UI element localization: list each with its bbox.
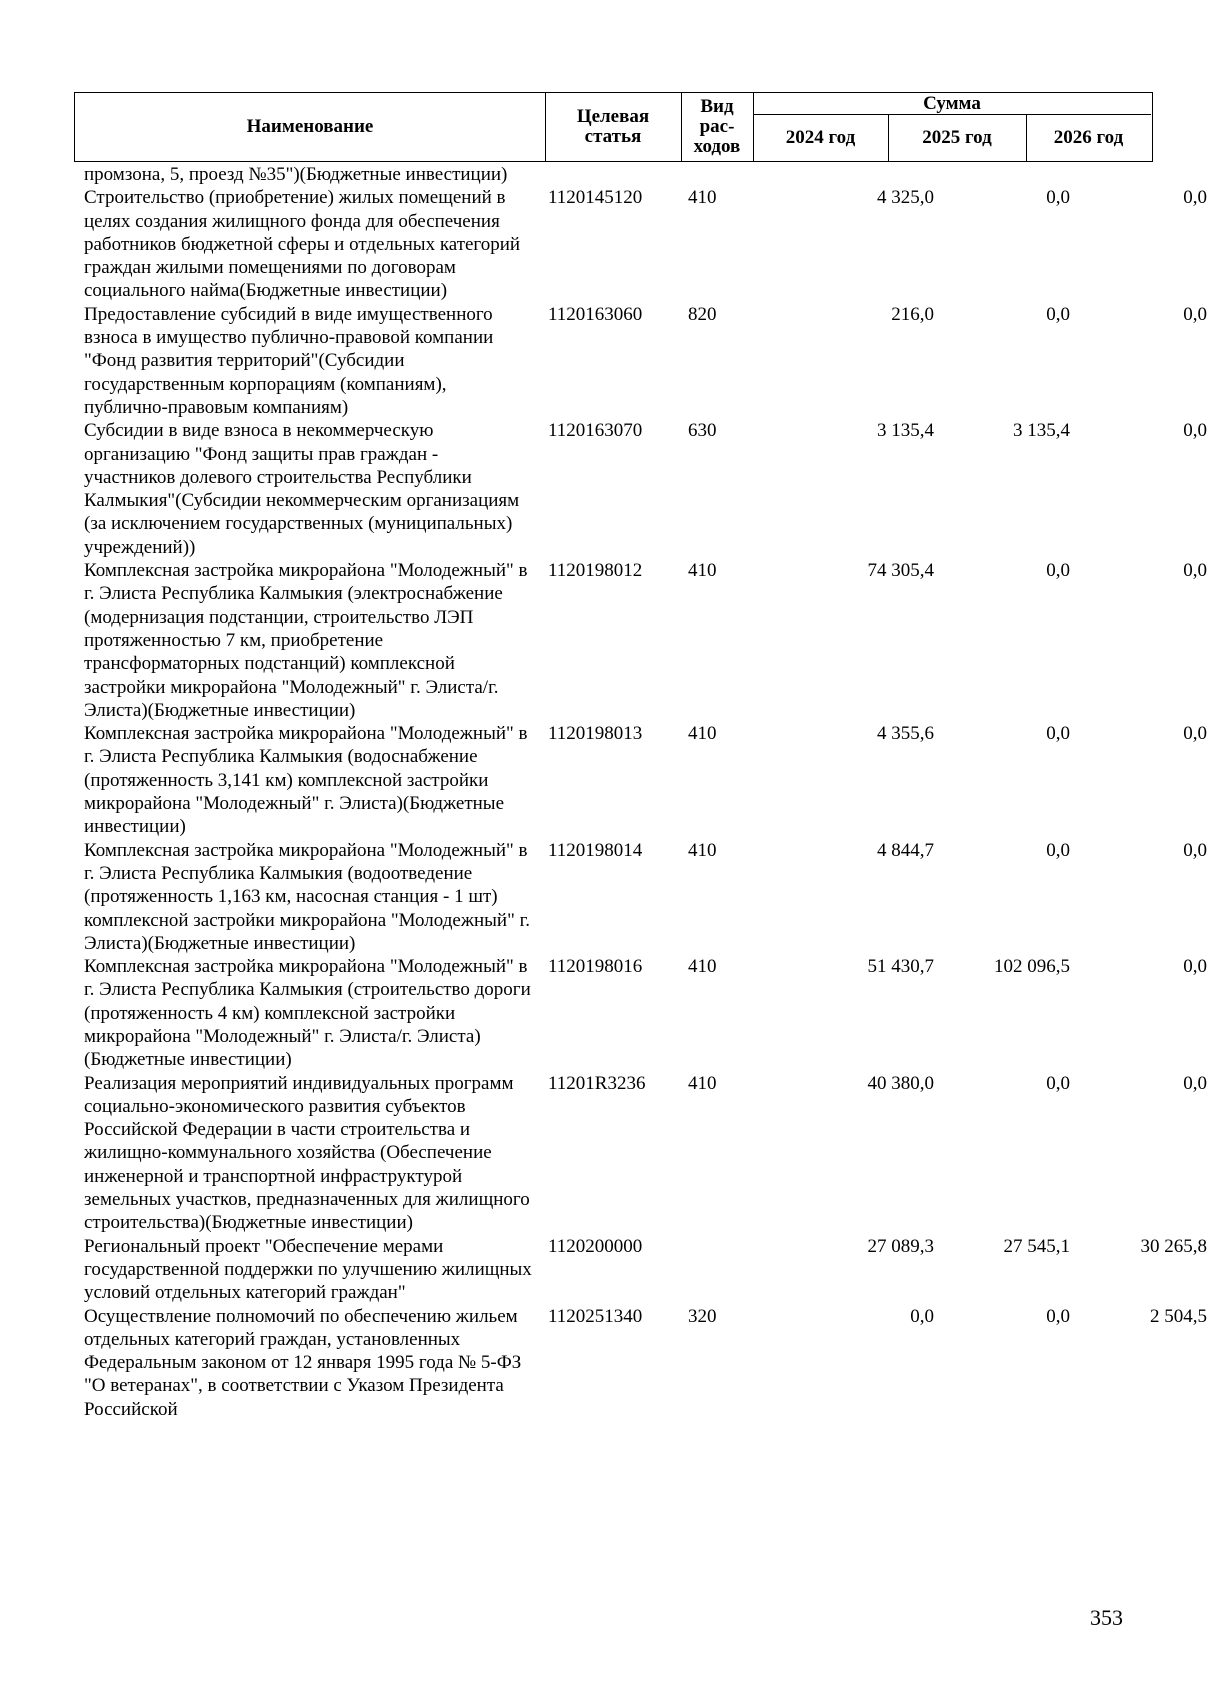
page-number: 353: [1090, 1605, 1123, 1630]
row-2024: 0,0: [910, 1305, 934, 1327]
row-code: 1120145120: [548, 187, 643, 209]
header-type: Вид рас- ходов: [693, 95, 741, 157]
row-type: 320: [688, 1305, 717, 1327]
table-header: [74, 92, 1153, 162]
table-row: [74, 955, 1207, 1071]
row-type: 410: [688, 560, 717, 582]
row-code: 1120251340: [548, 1305, 643, 1327]
row-2024: 27 089,3: [867, 1235, 934, 1257]
row-type: 630: [688, 420, 717, 442]
row-code: 1120198014: [548, 839, 643, 861]
row-code: 1120198013: [548, 723, 643, 745]
row-2025: 0,0: [1046, 560, 1070, 582]
row-type: 410: [688, 723, 717, 745]
row-2026: 0,0: [1183, 839, 1207, 861]
row-2025: 0,0: [1046, 723, 1070, 745]
table-row: [74, 1305, 1207, 1421]
row-2026: 0,0: [1183, 1072, 1207, 1094]
row-type: 410: [688, 187, 717, 209]
header-code: Целевая статья: [576, 105, 650, 147]
row-2026: 2 504,5: [1150, 1305, 1207, 1327]
row-2025: 0,0: [1046, 187, 1070, 209]
row-type: 410: [688, 839, 717, 861]
table-row: [74, 839, 1207, 955]
row-2024: 51 430,7: [867, 956, 934, 978]
row-2024: 216,0: [891, 303, 934, 325]
row-2026: 0,0: [1183, 956, 1207, 978]
header-2026: 2026 год: [1053, 126, 1124, 148]
row-2024: 3 135,4: [877, 420, 934, 442]
row-name: Комплексная застройка микрорайона "Молодежный" в г. Элиста Республика Калмыкия (водоотведение (протяженность 1,163 км, насосная станция - 1 шт) комплексной застройки микрорайона "Молодежный" г. Элиста)(Бюджетные инвестиции): [84, 839, 530, 954]
row-type: 410: [688, 1072, 717, 1094]
row-name: Комплексная застройка микрорайона "Молодежный" в г. Элиста Республика Калмыкия (электроснабжение (модернизация подстанции, строительство ЛЭП протяженностью 7 км, приобретение трансформаторных подстанций) комплексной застройки микрорайона "Молодежный" г. Элиста/г. Элиста)(Бюджетные инвестиции): [84, 560, 528, 721]
row-2025: 0,0: [1046, 1305, 1070, 1327]
row-2025: 3 135,4: [1013, 420, 1070, 442]
row-2025: 27 545,1: [1003, 1235, 1070, 1257]
table-row: [74, 1072, 1207, 1235]
row-2026: 0,0: [1183, 420, 1207, 442]
row-type: 820: [688, 303, 717, 325]
row-name: Строительство (приобретение) жилых помещений в целях создания жилищного фонда для обеспечения работников бюджетной сферы и отдельных категорий граждан жилыми помещениями по договорам социального найма(Бюджетные инвестиции): [84, 187, 521, 302]
row-2024: 4 355,6: [877, 723, 934, 745]
table-row: [74, 186, 1207, 302]
row-2026: 0,0: [1183, 723, 1207, 745]
row-2026: 30 265,8: [1140, 1235, 1207, 1257]
row-2026: 0,0: [1183, 187, 1207, 209]
table-row: [74, 419, 1207, 559]
row-code: 1120163060: [548, 303, 643, 325]
row-name: Реализация мероприятий индивидуальных программ социально-экономического развития субъектов Российской Федерации в части строительства и жилищно-коммунального хозяйства (Обеспечение инженерной и транспортной инфраструктурой земельных участков, предназначенных для жилищного строительства)(Бюджетные инвестиции): [84, 1072, 530, 1234]
header-sum: Сумма: [923, 92, 981, 114]
row-2025: 0,0: [1046, 303, 1070, 325]
row-code: 1120200000: [548, 1235, 643, 1257]
row-type: 410: [688, 956, 717, 978]
row-code: 11201R3236: [548, 1072, 646, 1094]
row-name: Региональный проект "Обеспечение мерами государственной поддержки по улучшению жилищных условий отдельных категорий граждан": [84, 1235, 532, 1304]
row-2025: 0,0: [1046, 1072, 1070, 1094]
row-2024: 74 305,4: [867, 560, 934, 582]
row-2025: 0,0: [1046, 839, 1070, 861]
table-body: [74, 163, 1207, 1421]
row-code: 1120163070: [548, 420, 643, 442]
row-name: промзона, 5, проезд №35")(Бюджетные инвестиции): [84, 164, 508, 185]
header-name: Наименование: [246, 115, 374, 137]
row-2024: 40 380,0: [867, 1072, 934, 1094]
row-2024: 4 325,0: [877, 187, 934, 209]
table-row: [74, 722, 1207, 838]
row-name: Комплексная застройка микрорайона "Молодежный" в г. Элиста Республика Калмыкия (строительство дороги (протяженность 4 км) комплексной застройки микрорайона "Молодежный" г. Элиста/г. Элиста)(Бюджетные инвестиции): [84, 956, 531, 1071]
row-name: Осуществление полномочий по обеспечению жильем отдельных категорий граждан, установленных Федеральным законом от 12 января 1995 года № 5-ФЗ "О ветеранах", в соответствии с Указом Президента Российской: [84, 1305, 522, 1420]
table-row: [74, 163, 1153, 186]
row-name: Субсидии в виде взноса в некоммерческую организацию "Фонд защиты прав граждан - участников долевого строительства Республики Калмыкия"(Субсидии некоммерческим организациям (за исключением государственных (муниципальных) учреждений)): [84, 420, 520, 558]
table-row: [74, 303, 1207, 419]
row-name: Комплексная застройка микрорайона "Молодежный" в г. Элиста Республика Калмыкия (водоснабжение (протяженность 3,141 км) комплексной застройки микрорайона "Молодежный" г. Элиста)(Бюджетные инвестиции): [84, 723, 528, 838]
row-2024: 4 844,7: [877, 839, 934, 861]
row-code: 1120198016: [548, 956, 643, 978]
row-name: Предоставление субсидий в виде имущественного взноса в имущество публично-правовой компании "Фонд развития территорий"(Субсидии государственным корпорациям (компаниям), публично-правовым компаниям): [84, 303, 494, 418]
row-2025: 102 096,5: [994, 956, 1070, 978]
header-2024: 2024 год: [785, 126, 856, 148]
table-row: [74, 559, 1207, 722]
table-row: [74, 1235, 1207, 1305]
row-code: 1120198012: [548, 560, 643, 582]
row-2026: 0,0: [1183, 303, 1207, 325]
row-2026: 0,0: [1183, 560, 1207, 582]
header-2025: 2025 год: [922, 126, 992, 148]
